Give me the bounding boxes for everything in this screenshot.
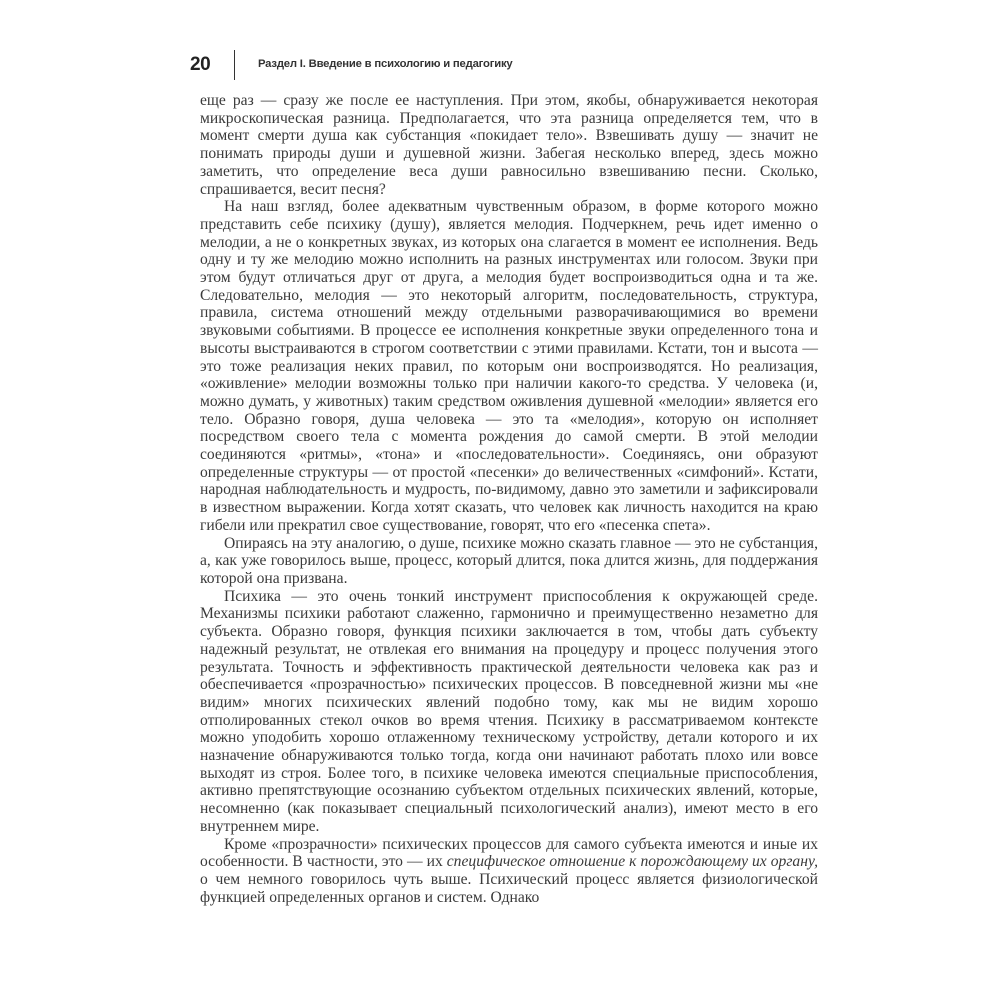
paragraph: На наш взгляд, более адекватным чувственным образом, в форме которого можно представить себе психику (душу), является мелодия. Подчеркнем, речь идет именно о мелодии, а не о конкретных звуках, из которых она слагается в момент ее исполнения. Ведь одну и ту же мелодию можно исполнить на разных инструментах или голосом. Звуки при этом будут отличаться друг от друга, а мелодия будет воспроизводиться одна и та же. Следовательно, мелодия — это некоторый алгоритм, последовательность, структура, правила, система отношений между отдельными разворачивающимися во времени звуковыми событиями. В процессе ее исполнения конкретные звуки определенного тона и высоты выстраиваются в строгом соответствии с этими правилами. Кстати, тон и высота — это тоже реализация неких правил, по которым они воспроизводятся. Но реализация, «оживление» мелодии возможны только при наличии какого-то средства. У человека (и, можно думать, у животных) таким средством оживления душевной «мелодии» является его тело. Образно говоря, душа человека — это та «мелодия», которую он исполняет посредством своего тела с момента рождения до самой смерти. В этой мелодии соединяются «ритмы», «тона» и «последовательности». Соединяясь, они образуют определенные структуры — от простой «песенки» до величественных «симфоний». Кстати, народная наблюдательность и мудрость, по-видимому, давно это заметили и зафиксировали в известном выражении. Когда хотят сказать, что человек как личность находится на краю гибели или прекратил свое существование, говорят, что его «песенка спета». (200, 198, 818, 534)
running-head: Раздел I. Введение в психологию и педагогику (258, 58, 513, 70)
text-run: о чем немного говорилось чуть выше. Психический процесс является физиологической функцией определенных органов и систем. Однако (200, 870, 818, 906)
page-number: 20 (190, 54, 211, 75)
paragraph: еще раз — сразу же после ее наступления. При этом, якобы, обнаруживается некоторая микроскопическая разница. Предполагается, что эта разница определяется тем, что в момент смерти душа как субстанция «покидает тело». Взвешивать душу — значит не понимать природы души и душевной жизни. Забегая несколько вперед, здесь можно заметить, что определение веса души равносильно взвешиванию песни. Сколько, спрашивается, весит песня? (200, 92, 818, 198)
paragraph-last (200, 836, 818, 907)
emphasized-text: специфическое отношение к порождающему их органу, (446, 853, 819, 871)
paragraph: Опираясь на эту аналогию, о душе, психике можно сказать главное — это не субстанция, а, как уже говорилось выше, процесс, который длится, пока длится жизнь, для поддержания которой она призвана. (200, 534, 818, 587)
paragraph: Психика — это очень тонкий инструмент приспособления к окружающей среде. Механизмы психики работают слаженно, гармонично и преимущественно незаметно для субъекта. Образно говоря, функция психики заключается в том, чтобы дать субъекту надежный результат, не отвлекая его внимания на процедуру и процесс получения этого результата. Точность и эффективность практической деятельности человека как раз и обеспечивается «прозрачностью» психических процессов. В повседневной жизни мы «не видим» многих психических явлений подобно тому, как мы не видим хорошо отполированных стекол очков во время чтения. Психику в рассматриваемом контексте можно уподобить хорошо отлаженному техническому устройству, детали которого и их назначение обнаруживаются только тогда, когда они начинают работать плохо или вовсе выходят из строя. Более того, в психике человека имеются специальные приспособления, активно препятствующие осознанию субъектом отдельных психических явлений, которые, несомненно (как показывает специальный психологический анализ), имеют место в его внутреннем мире. (200, 587, 818, 835)
text-run: Кроме «прозрачности» психических процессов для самого субъекта имеются и иные их особенности. В частности, это — их (200, 835, 818, 871)
body-text (200, 92, 818, 906)
page-header (186, 50, 826, 82)
header-divider (234, 50, 235, 80)
